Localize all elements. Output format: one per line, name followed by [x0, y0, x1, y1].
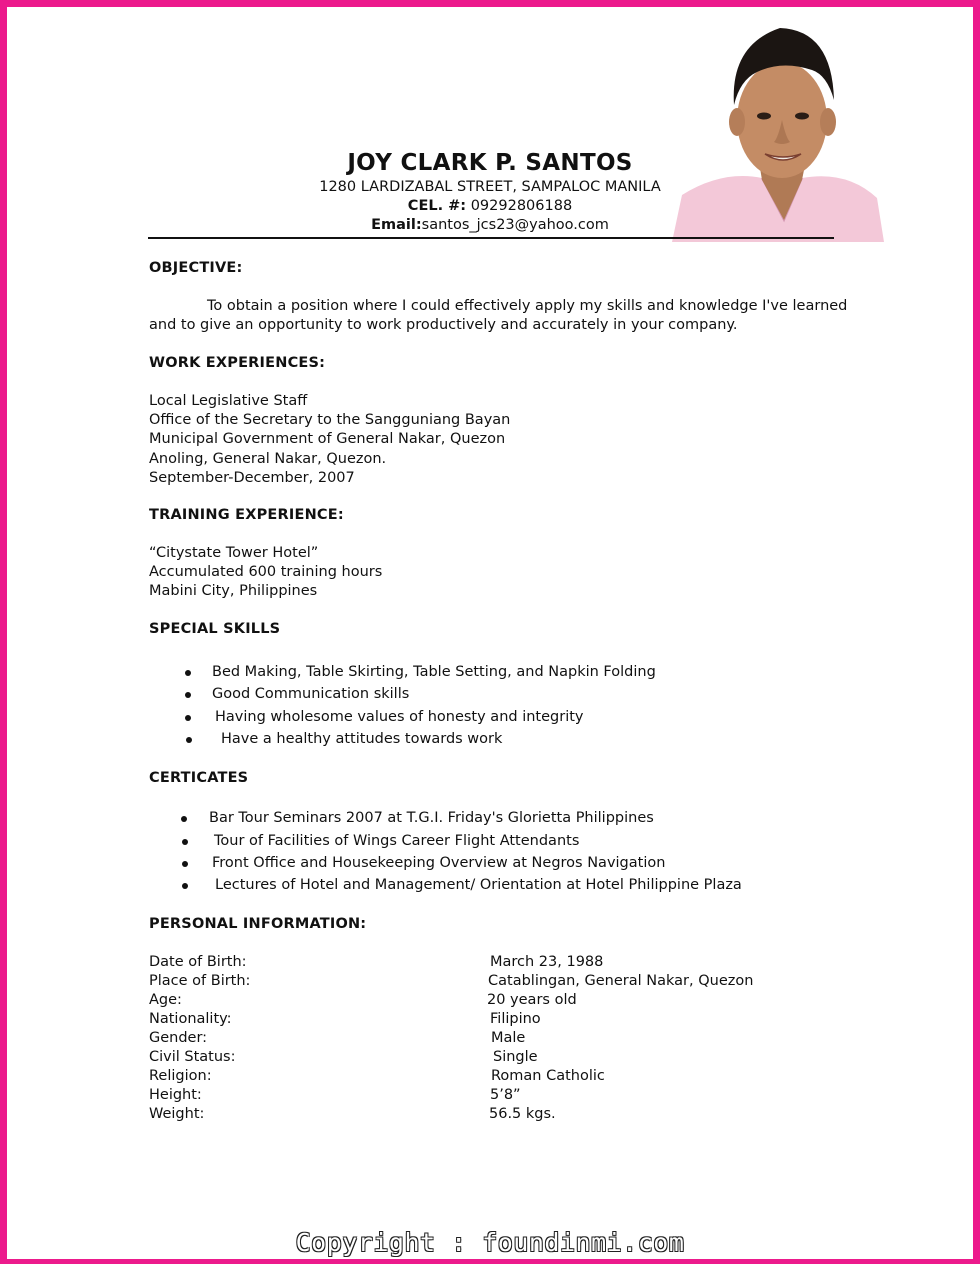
- training-heading: TRAINING EXPERIENCE:: [149, 507, 344, 523]
- bullet-icon: [182, 883, 188, 889]
- bullet-icon: [185, 715, 191, 721]
- training-line: Accumulated 600 training hours: [149, 564, 383, 580]
- bullet-icon: [182, 861, 188, 867]
- certificate-item: Tour of Facilities of Wings Career Flight Attendants: [214, 833, 580, 849]
- training-line: Mabini City, Philippines: [149, 583, 318, 599]
- certificate-item: Lectures of Hotel and Management/ Orientation at Hotel Philippine Plaza: [215, 877, 742, 893]
- phone-label: CEL. #:: [407, 198, 467, 214]
- personal-value: Male: [491, 1030, 526, 1046]
- personal-label: Weight:: [149, 1106, 205, 1122]
- objective-text-line: To obtain a position where I could effectively apply my skills and knowledge I've learned: [207, 298, 848, 314]
- header-divider: [148, 237, 834, 239]
- personal-value: 20 years old: [487, 992, 577, 1008]
- personal-label: Age:: [149, 992, 182, 1008]
- personal-label: Civil Status:: [149, 1049, 236, 1065]
- work-line: Local Legislative Staff: [149, 393, 308, 409]
- email-label: Email:: [371, 217, 422, 233]
- email-line: [0, 217, 980, 233]
- address: 1280 LARDIZABAL STREET, SAMPALOC MANILA: [319, 179, 661, 195]
- personal-value: Catablingan, General Nakar, Quezon: [488, 973, 754, 989]
- personal-label: Gender:: [149, 1030, 208, 1046]
- skills-heading: SPECIAL SKILLS: [149, 621, 281, 637]
- personal-label: Height:: [149, 1087, 202, 1103]
- bullet-icon: [181, 816, 187, 822]
- skill-item: Have a healthy attitudes towards work: [221, 731, 503, 747]
- bullet-icon: [186, 737, 192, 743]
- personal-value: Single: [493, 1049, 538, 1065]
- bullet-icon: [185, 670, 191, 676]
- copyright-watermark: Copyright : foundinmi.com: [295, 1228, 685, 1257]
- objective-heading: OBJECTIVE:: [149, 260, 243, 276]
- work-line: Office of the Secretary to the Sangguniang Bayan: [149, 412, 511, 428]
- personal-value: Roman Catholic: [491, 1068, 605, 1084]
- skill-item: Bed Making, Table Skirting, Table Setting, and Napkin Folding: [212, 664, 656, 680]
- personal-label: Place of Birth:: [149, 973, 251, 989]
- applicant-name: JOY CLARK P. SANTOS: [347, 150, 633, 176]
- personal-value: 5’8”: [490, 1087, 521, 1103]
- personal-label: Nationality:: [149, 1011, 232, 1027]
- bullet-icon: [185, 692, 191, 698]
- skill-item: Good Communication skills: [212, 686, 410, 702]
- phone-number: 09292806188: [466, 198, 573, 214]
- certificates-heading: CERTICATES: [149, 770, 249, 786]
- email-address: santos_jcs23@yahoo.com: [421, 217, 609, 233]
- bullet-icon: [182, 839, 188, 845]
- phone-line: [0, 198, 980, 214]
- skill-item: Having wholesome values of honesty and integrity: [215, 709, 584, 725]
- work-line: Anoling, General Nakar, Quezon.: [149, 451, 387, 467]
- personal-heading: PERSONAL INFORMATION:: [149, 916, 367, 932]
- objective-text-line: and to give an opportunity to work productively and accurately in your company.: [149, 317, 738, 333]
- personal-value: 56.5 kgs.: [489, 1106, 556, 1122]
- personal-label: Religion:: [149, 1068, 212, 1084]
- personal-value: Filipino: [490, 1011, 541, 1027]
- work-heading: WORK EXPERIENCES:: [149, 355, 326, 371]
- personal-label: Date of Birth:: [149, 954, 247, 970]
- personal-value: March 23, 1988: [490, 954, 604, 970]
- training-line: “Citystate Tower Hotel”: [149, 545, 319, 561]
- certificate-item: Bar Tour Seminars 2007 at T.G.I. Friday's Glorietta Philippines: [209, 810, 654, 826]
- work-line: Municipal Government of General Nakar, Quezon: [149, 431, 506, 447]
- certificate-item: Front Office and Housekeeping Overview at Negros Navigation: [212, 855, 666, 871]
- work-line: September-December, 2007: [149, 470, 355, 486]
